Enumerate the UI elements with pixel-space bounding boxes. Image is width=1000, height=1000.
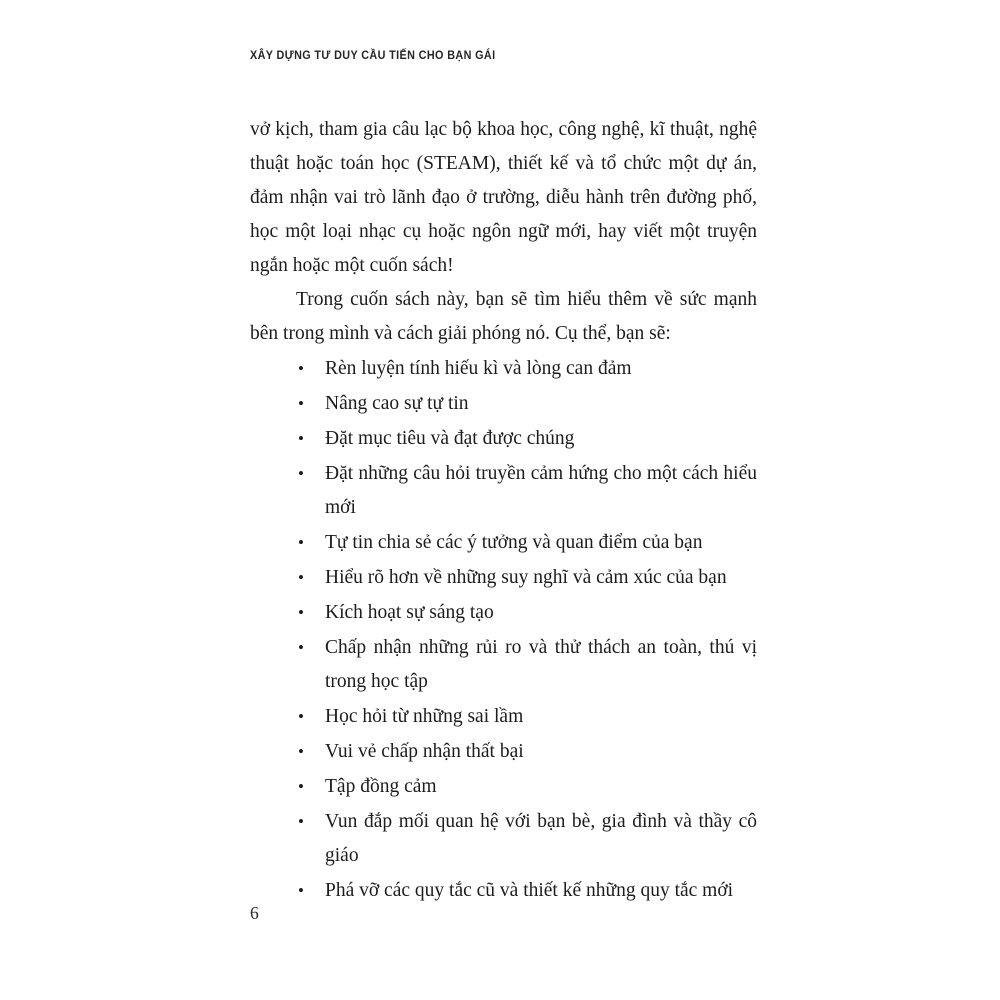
bullet-text: Nâng cao sự tự tin xyxy=(325,393,469,414)
bullet-icon: • xyxy=(298,394,304,413)
paragraph-continuation: vở kịch, tham gia câu lạc bộ khoa học, công nghệ, kĩ thuật, nghệ thuật hoặc toán học (STEAM), thiết kế và tổ chức một dự án, đảm nhận vai trò lãnh đạo ở trường, diễu hành trên đường phố, học một loại nhạc cụ hoặc ngôn ngữ mới, hay viết một truyện ngắn hoặc một cuốn sách! xyxy=(250,119,757,276)
list-item xyxy=(250,352,757,386)
bullet-text: Kích hoạt sự sáng tạo xyxy=(325,602,494,623)
bullet-icon: • xyxy=(298,742,304,761)
list-item xyxy=(250,422,757,456)
bullet-icon: • xyxy=(298,429,304,448)
page-body xyxy=(250,113,757,908)
list-item xyxy=(250,874,757,908)
list-item xyxy=(250,631,757,699)
bullet-icon: • xyxy=(298,812,304,831)
bullet-icon: • xyxy=(298,707,304,726)
bullet-icon: • xyxy=(298,881,304,900)
bullet-icon: • xyxy=(298,464,304,483)
paragraph-intro: Trong cuốn sách này, bạn sẽ tìm hiểu thêm về sức mạnh bên trong mình và cách giải phóng nó. Cụ thể, bạn sẽ: xyxy=(250,289,757,344)
bullet-icon: • xyxy=(298,603,304,622)
list-item xyxy=(250,561,757,595)
bullet-list xyxy=(250,352,757,908)
list-item xyxy=(250,770,757,804)
bullet-text: Hiểu rõ hơn về những suy nghĩ và cảm xúc của bạn xyxy=(325,567,727,588)
bullet-icon: • xyxy=(298,359,304,378)
list-item xyxy=(250,805,757,873)
bullet-text: Đặt những câu hỏi truyền cảm hứng cho một cách hiểu mới xyxy=(325,463,757,518)
list-item xyxy=(250,700,757,734)
bullet-text: Phá vỡ các quy tắc cũ và thiết kế những quy tắc mới xyxy=(325,880,734,901)
bullet-text: Vun đắp mối quan hệ với bạn bè, gia đình và thầy cô giáo xyxy=(325,811,757,866)
list-item xyxy=(250,387,757,421)
bullet-text: Vui vẻ chấp nhận thất bại xyxy=(325,741,524,762)
list-item xyxy=(250,457,757,525)
running-header: XÂY DỰNG TƯ DUY CẦU TIẾN CHO BẠN GÁI xyxy=(250,49,496,63)
page-number: 6 xyxy=(250,903,259,923)
list-item xyxy=(250,526,757,560)
bullet-text: Học hỏi từ những sai lầm xyxy=(325,706,524,727)
bullet-text: Tập đồng cảm xyxy=(325,776,437,797)
bullet-text: Chấp nhận những rủi ro và thử thách an toàn, thú vị trong học tập xyxy=(325,637,757,692)
list-item xyxy=(250,735,757,769)
bullet-text: Rèn luyện tính hiếu kì và lòng can đảm xyxy=(325,358,632,379)
bullet-icon: • xyxy=(298,777,304,796)
bullet-text: Tự tin chia sẻ các ý tưởng và quan điểm của bạn xyxy=(325,532,703,553)
list-item xyxy=(250,596,757,630)
bullet-text: Đặt mục tiêu và đạt được chúng xyxy=(325,428,575,449)
bullet-icon: • xyxy=(298,638,304,657)
bullet-icon: • xyxy=(298,533,304,552)
bullet-icon: • xyxy=(298,568,304,587)
